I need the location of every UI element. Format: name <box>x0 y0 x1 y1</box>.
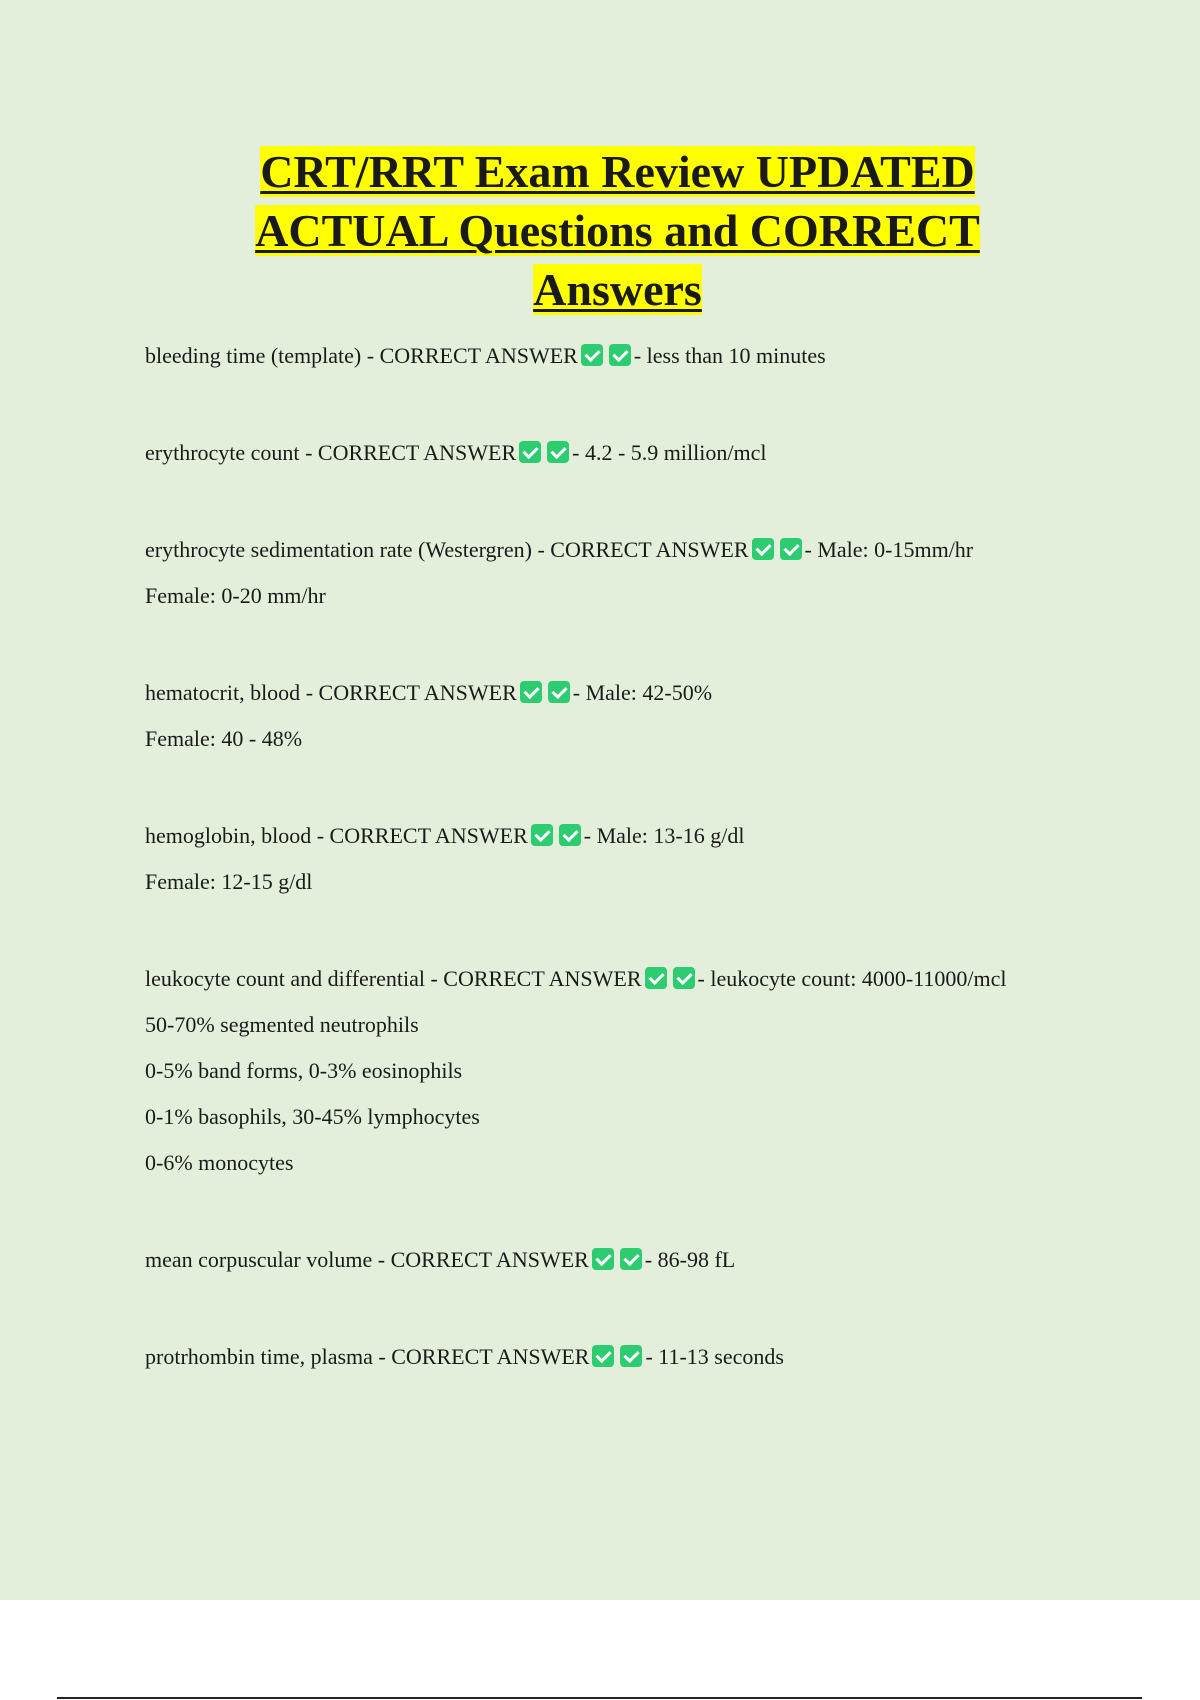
answer-text: - leukocyte count: 4000-11000/mcl <box>697 966 1007 991</box>
check-mark-icon <box>620 1248 642 1270</box>
title-line-1: CRT/RRT Exam Review UPDATED <box>260 146 975 197</box>
check-mark-icon <box>559 824 581 846</box>
qa-question-line <box>145 1341 1090 1373</box>
answer-extra-line: 0-1% basophils, 30-45% lymphocytes <box>145 1104 480 1129</box>
question-text: bleeding time (template) <box>145 343 362 368</box>
check-mark-icon <box>673 967 695 989</box>
check-mark-icon <box>780 538 802 560</box>
question-text: protrhombin time, plasma <box>145 1344 373 1369</box>
qa-entry <box>145 437 1090 469</box>
check-mark-icon <box>609 344 631 366</box>
qa-question-line <box>145 963 1090 995</box>
answer-extra-line: 50-70% segmented neutrophils <box>145 1012 419 1037</box>
check-mark-icon <box>531 824 553 846</box>
qa-question-line <box>145 820 1090 852</box>
qa-entry <box>145 1244 1090 1276</box>
question-text: erythrocyte count <box>145 440 300 465</box>
check-mark-icon <box>547 441 569 463</box>
answer-extra-line: Female: 12-15 g/dl <box>145 869 313 894</box>
qa-entry <box>145 534 1090 612</box>
qa-question-line <box>145 437 1090 469</box>
answer-extra-line: Female: 40 - 48% <box>145 726 303 751</box>
answer-text: - Male: 0-15mm/hr <box>804 537 974 562</box>
question-text: leukocyte count and differential <box>145 966 425 991</box>
check-mark-icon <box>645 967 667 989</box>
qa-question-line <box>145 677 1090 709</box>
correct-answer-label: - CORRECT ANSWER <box>361 343 578 368</box>
check-mark-icon <box>592 1248 614 1270</box>
correct-answer-label: - CORRECT ANSWER <box>300 680 517 705</box>
check-mark-icon <box>592 1345 614 1367</box>
answer-extra-line: 0-5% band forms, 0-3% eosinophils <box>145 1058 463 1083</box>
question-text: hemoglobin, blood <box>145 823 312 848</box>
correct-answer-label: - CORRECT ANSWER <box>372 1344 590 1369</box>
qa-entry <box>145 677 1090 755</box>
answer-text: - 11-13 seconds <box>645 1344 784 1369</box>
answer-text: - less than 10 minutes <box>633 343 826 368</box>
correct-answer-label: - CORRECT ANSWER <box>531 537 749 562</box>
qa-entry <box>145 340 1090 372</box>
check-mark-icon <box>752 538 774 560</box>
check-mark-icon <box>581 344 603 366</box>
footer-divider <box>57 1697 1142 1699</box>
title-line-3: Answers <box>533 264 702 315</box>
qa-entry <box>145 1341 1090 1373</box>
answer-extra-line: 0-6% monocytes <box>145 1150 294 1175</box>
qa-question-line <box>145 534 1090 566</box>
answer-text: - Male: 13-16 g/dl <box>583 823 745 848</box>
question-text: hematocrit, blood <box>145 680 301 705</box>
answer-text: - Male: 42-50% <box>572 680 713 705</box>
document-title <box>145 142 1090 319</box>
answer-text: - 86-98 fL <box>644 1247 736 1272</box>
correct-answer-label: - CORRECT ANSWER <box>311 823 528 848</box>
check-mark-icon <box>548 681 570 703</box>
check-mark-icon <box>519 441 541 463</box>
answer-extra-line: Female: 0-20 mm/hr <box>145 583 326 608</box>
question-text: mean corpuscular volume <box>145 1247 373 1272</box>
correct-answer-label: - CORRECT ANSWER <box>372 1247 589 1272</box>
correct-answer-label: - CORRECT ANSWER <box>299 440 517 465</box>
qa-entry <box>145 963 1090 1179</box>
answer-text: - 4.2 - 5.9 million/mcl <box>572 440 767 465</box>
qa-entry <box>145 820 1090 898</box>
qa-question-line <box>145 1244 1090 1276</box>
correct-answer-label: - CORRECT ANSWER <box>424 966 642 991</box>
check-mark-icon <box>620 1345 642 1367</box>
qa-list <box>145 340 1090 1373</box>
question-text: erythrocyte sedimentation rate (Westergren) <box>145 537 532 562</box>
check-mark-icon <box>520 681 542 703</box>
title-line-2: ACTUAL Questions and CORRECT <box>255 205 980 256</box>
qa-question-line <box>145 340 1090 372</box>
